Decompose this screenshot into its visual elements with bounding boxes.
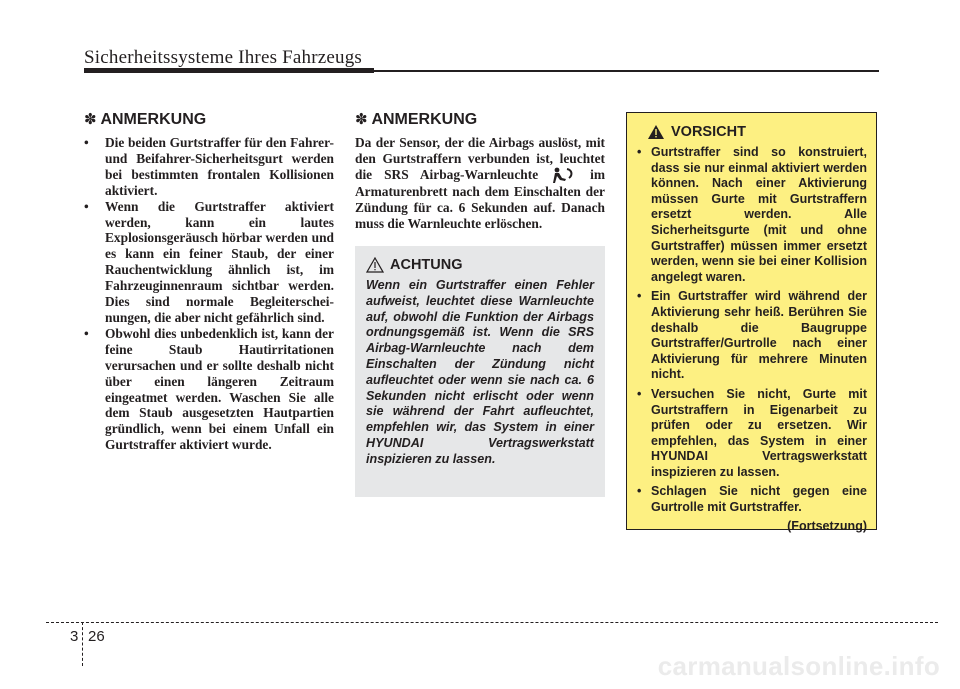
middle-note-heading-text: ANMERKUNG <box>371 111 478 128</box>
achtung-box <box>355 246 605 497</box>
achtung-heading-text: ACHTUNG <box>390 257 463 273</box>
list-item: • Versuchen Sie nicht, Gurte mit Gurtstraffern in Eigenarbeit zu prüfen oder zu ersetzen. Wir empfehlen, das System in einer HYUNDAI Vertragswerkstatt inspizieren zu lassen. <box>637 387 867 481</box>
left-note-section <box>84 111 334 453</box>
vorsicht-heading <box>637 123 867 141</box>
middle-note-section <box>355 111 605 232</box>
list-item: • Die beiden Gurtstraffer für den Fahrer- und Beifahrer-Sicherheitsgurt werden bei bestimmten frontalen Kollisionen aktiviert. <box>84 135 334 199</box>
header-rule-thick <box>84 68 374 73</box>
middle-note-heading <box>355 111 605 129</box>
note-star-icon: ✽ <box>355 111 368 128</box>
header-rule-thin <box>374 70 879 72</box>
list-item: • Ein Gurtstraffer wird während der Aktivierung sehr heiß. Berühren Sie deshalb die Baugruppe Gurtstraffer/Gurtrolle nach einer Aktivierung für mehrere Minuten nicht. <box>637 289 867 383</box>
vorsicht-list <box>637 145 867 516</box>
warning-triangle-filled-icon <box>647 124 665 140</box>
airbag-warning-icon <box>550 167 576 184</box>
footer-divider <box>46 622 938 623</box>
left-note-heading <box>84 111 334 129</box>
note-star-icon: ✽ <box>84 111 97 128</box>
left-note-heading-text: ANMERKUNG <box>100 111 207 128</box>
vorsicht-box <box>626 112 877 533</box>
chapter-number: 3 <box>70 628 79 645</box>
list-item: • Obwohl dies unbedenklich ist, kann der feine Staub Hautirritationen verursachen und er sollte deshalb nicht über einen längeren Zeitraum eingeatmet werden. Waschen Sie alle dem Staub ausgesetzten Hautpartien gründlich, wenn bei einem Unfall ein Gurtstraffer aktiviert wurde. <box>84 326 334 453</box>
page-number: 26 <box>88 628 105 645</box>
achtung-heading <box>366 256 594 274</box>
list-item: • Wenn die Gurtstraffer aktiviert werden, kann ein lautes Explosionsgeräusch hörbar werden und es kann ein feiner Staub, der einer Rauchentwicklung ähnlich ist, im Fahrzeuginnenraum sichtbar werden. Dies sind normale Begleiterscheinungen, die aber nicht gefährlich sind. <box>84 199 334 326</box>
watermark: carmanualsonline.info <box>657 651 940 681</box>
achtung-text: Wenn ein Gurtstraffer einen Fehler aufweist, leuchtet diese Warnleuchte auf, obwohl die Funktion der Airbags ordnungsgemäß ist. Wenn die SRS Airbag-Warnleuchte nach dem Einschalten der Zündung nicht aufleuchtet oder wenn sie nach ca. 6 Sekunden nicht erlischt oder wenn sie während der Fahrt aufleuchtet, empfehlen wir, das System in einer HYUNDAI Vertragswerkstatt inspizieren zu lassen. <box>366 278 594 466</box>
continuation-label: (Fortsetzung) <box>787 518 867 533</box>
page-header-title: Sicherheitssysteme Ihres Fahrzeugs <box>84 47 363 68</box>
middle-note-text-before: Da der Sensor, der die Airbags auslöst, mit den Gurtstraffern verbunden ist, leuchtet die SRS Airbag-Warnleuchte <box>355 135 605 182</box>
middle-note-text-after: im Armaturenbrett nach dem Einschalten der Zündung für ca. 6 Sekunden auf. Danach muss die Warnleuchte erlöschen. <box>355 166 605 232</box>
footer-page-separator <box>82 622 83 666</box>
left-note-list <box>84 135 334 453</box>
warning-triangle-icon <box>366 257 384 273</box>
middle-note-paragraph <box>355 135 605 232</box>
vorsicht-heading-text: VORSICHT <box>671 124 746 140</box>
list-item: • Schlagen Sie nicht gegen eine Gurtrolle mit Gurtstraffer. <box>637 484 867 515</box>
list-item: • Gurtstraffer sind so konstruiert, dass sie nur einmal aktiviert werden können. Nach einer Aktivierung müssen Gurte mit Gurtstraffern ersetzt werden. Alle Sicherheitsgurte (mit und ohne Gurtstraffer) müssen immer ersetzt werden, wenn sie bei einer Kollision angelegt waren. <box>637 145 867 285</box>
